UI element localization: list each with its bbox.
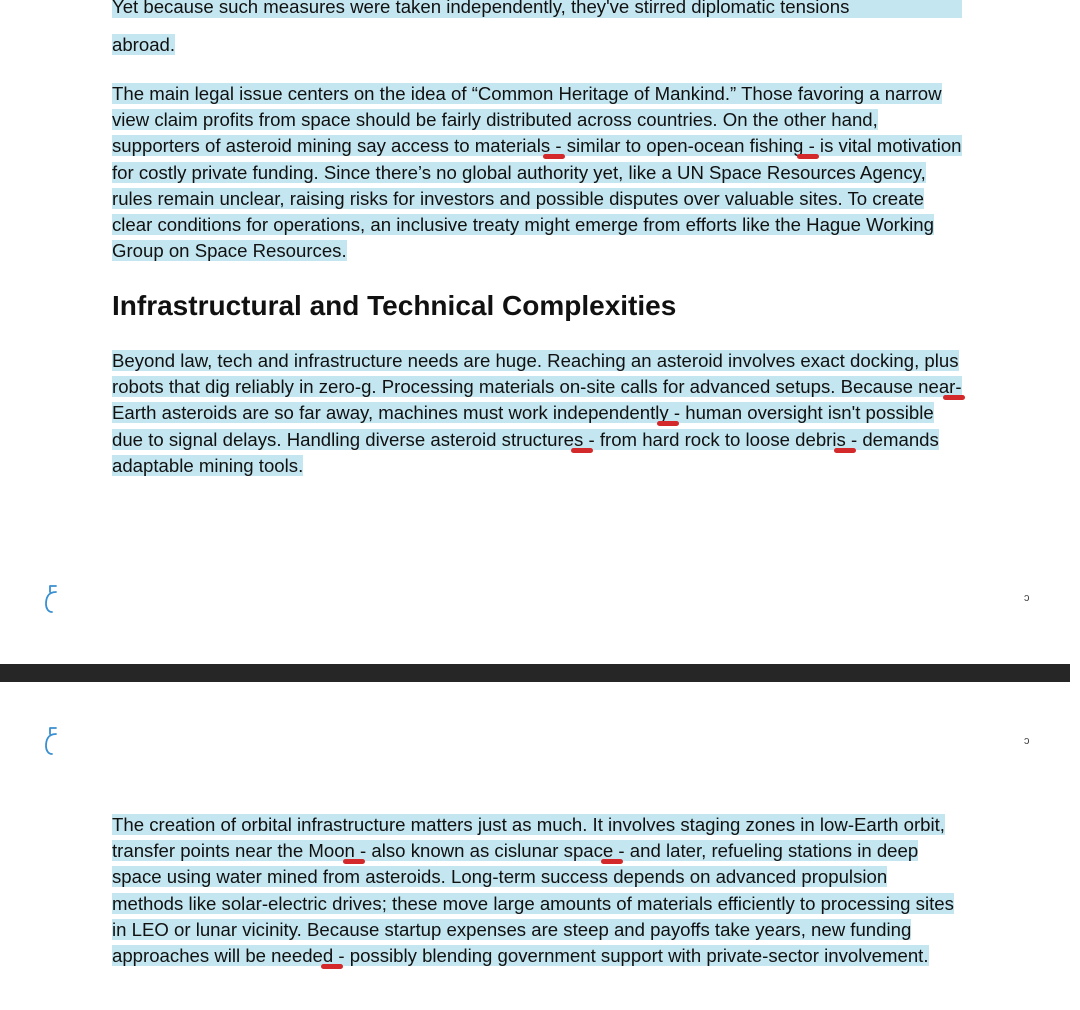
legal-text-1: The main legal issue centers on the idea of “Common Heritage of Mankind.” Those favoring a narrow view claim profits from space should be fairly distributed across countries. On the other hand, supporters of asteroid mining say access to materials (112, 83, 942, 157)
legal-paragraph[interactable] (112, 81, 962, 264)
tech-text-4: - from hard rock to loose debris (583, 428, 846, 450)
page-break-icon[interactable] (44, 726, 58, 756)
page-break-icon[interactable] (44, 584, 58, 614)
cut-line-text: Yet because such measures were taken independently, they've stirred diplomatic tensions (112, 0, 962, 18)
tech-text-2: -Earth asteroids are so far away, machines must work independently (112, 376, 962, 424)
legal-text-2: - similar to open-ocean fishing (555, 135, 809, 157)
tech-text-5: - demands adaptable mining tools. (112, 428, 939, 476)
orbital-text-3: - and later, refueling stations in deep space using water mined from asteroids. Long-term success depends on advanced propulsion methods like solar-electric drives; these move large amounts of materials efficiently to processing sites in LEO or lunar vicinity. Because startup expenses are steep and payoffs take years, new funding approaches will be needed (112, 840, 954, 967)
orbital-text-4: - possibly blending government support with private-sector involvement. (333, 945, 929, 967)
cut-off-line (112, 0, 962, 18)
page-separator (0, 664, 1070, 682)
orbital-paragraph[interactable] (112, 812, 962, 969)
legal-text-3: - is vital motivation for costly private funding. Since there’s no global authority yet, like a UN Space Resources Agency, rules remain unclear, raising risks for investors and possible disputes over valuable sites. To create clear conditions for operations, an inclusive treaty might emerge from efforts like the Hague Working Group on Space Resources. (112, 135, 962, 262)
orbital-text-1: The creation of orbital infrastructure matters just as much. It involves staging zones in low-Earth orbit, transfer points near the Moon (112, 814, 945, 862)
tech-text-1: Beyond law, tech and infrastructure needs are huge. Reaching an asteroid involves exact docking, plus robots that dig reliably in zero-g. Processing materials on-site calls for advanced setups. Because near (112, 350, 959, 398)
tech-text-3: - human oversight isn't possible due to signal delays. Handling diverse asteroid structures (112, 402, 934, 450)
document-page-bottom (0, 682, 1080, 1010)
orbital-text-2: - also known as cislunar space (354, 840, 614, 862)
intro-paragraph-tail[interactable] (112, 32, 962, 58)
right-margin-marker: ↄ (1024, 592, 1030, 604)
intro-tail-text: abroad. (112, 34, 176, 55)
tech-paragraph[interactable] (112, 348, 962, 479)
section-heading: Infrastructural and Technical Complexities (112, 290, 677, 321)
right-margin-marker: ↄ (1024, 735, 1030, 747)
